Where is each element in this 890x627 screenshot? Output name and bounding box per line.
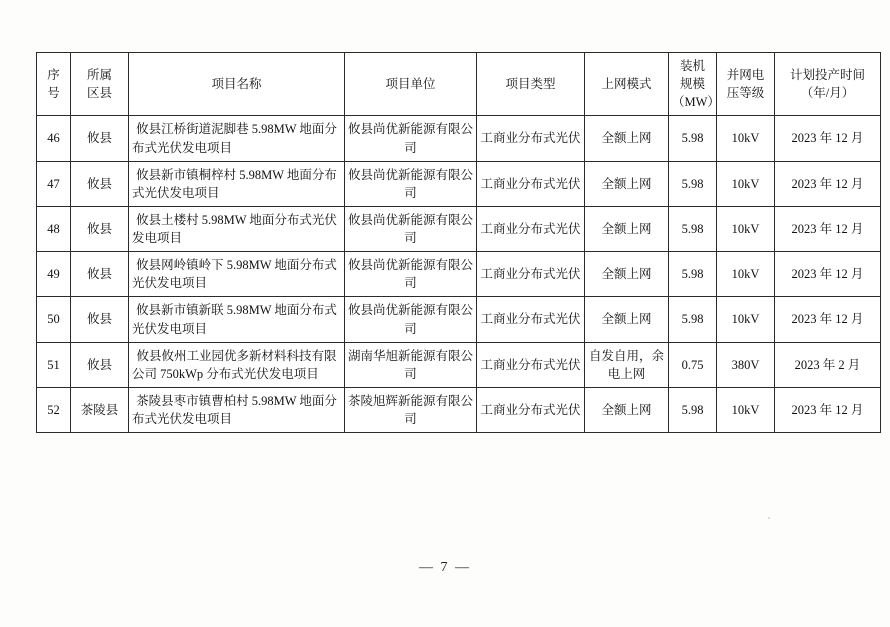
cell-seq: 46	[37, 116, 71, 161]
column-header-county	[71, 53, 129, 116]
cell-date: 2023 年 12 月	[775, 161, 881, 206]
paper-speck	[768, 517, 770, 519]
cell-seq: 49	[37, 252, 71, 297]
cell-project-unit: 攸县尚优新能源有限公司	[345, 297, 477, 342]
cell-project-type: 工商业分布式光伏	[477, 206, 585, 251]
project-table	[36, 52, 881, 433]
cell-grid-mode: 全额上网	[585, 387, 669, 432]
column-header-seq-line2: 号	[47, 86, 60, 101]
cell-project-name: 攸县网岭镇岭下 5.98MW 地面分布式光伏发电项目	[129, 252, 345, 297]
column-header-date-line2: （年/月）	[800, 86, 855, 101]
cell-county: 茶陵县	[71, 387, 129, 432]
cell-project-unit: 湖南华旭新能源有限公司	[345, 342, 477, 387]
cell-county: 攸县	[71, 206, 129, 251]
cell-capacity: 0.75	[669, 342, 717, 387]
column-header-capacity-line1: 装机	[679, 59, 705, 73]
table-row	[37, 342, 881, 387]
cell-date: 2023 年 12 月	[775, 387, 881, 432]
cell-project-name: 攸县新市镇桐梓村 5.98MW 地面分布式光伏发电项目	[129, 161, 345, 206]
column-header-grid-mode: 上网模式	[585, 53, 669, 116]
cell-date: 2023 年 12 月	[775, 297, 881, 342]
cell-project-name: 攸县新市镇新联 5.98MW 地面分布式光伏发电项目	[129, 297, 345, 342]
column-header-project-name: 项目名称	[129, 53, 345, 116]
cell-project-unit: 攸县尚优新能源有限公司	[345, 252, 477, 297]
column-header-capacity-line3: （MW）	[672, 95, 720, 110]
cell-voltage: 10kV	[717, 387, 775, 432]
cell-project-type: 工商业分布式光伏	[477, 297, 585, 342]
cell-project-unit: 攸县尚优新能源有限公司	[345, 206, 477, 251]
cell-county: 攸县	[71, 161, 129, 206]
column-header-county-line1: 所属	[86, 68, 112, 83]
cell-seq: 52	[37, 387, 71, 432]
cell-project-name: 攸县土楼村 5.98MW 地面分布式光伏发电项目	[129, 206, 345, 251]
cell-county: 攸县	[71, 252, 129, 297]
cell-county: 攸县	[71, 116, 129, 161]
cell-date: 2023 年 2 月	[775, 342, 881, 387]
cell-grid-mode: 自发自用，余电上网	[585, 342, 669, 387]
cell-project-type: 工商业分布式光伏	[477, 252, 585, 297]
cell-project-type: 工商业分布式光伏	[477, 387, 585, 432]
cell-capacity: 5.98	[669, 161, 717, 206]
table-row	[37, 387, 881, 432]
cell-county: 攸县	[71, 342, 129, 387]
cell-grid-mode: 全额上网	[585, 206, 669, 251]
cell-project-name: 攸县江桥街道泥脚巷 5.98MW 地面分布式光伏发电项目	[129, 116, 345, 161]
table-row	[37, 297, 881, 342]
cell-project-unit: 攸县尚优新能源有限公司	[345, 161, 477, 206]
cell-grid-mode: 全额上网	[585, 252, 669, 297]
cell-capacity: 5.98	[669, 206, 717, 251]
page-number: — 7 —	[419, 560, 471, 575]
column-header-voltage	[717, 53, 775, 116]
cell-project-type: 工商业分布式光伏	[477, 161, 585, 206]
cell-voltage: 10kV	[717, 206, 775, 251]
table-header	[37, 53, 881, 116]
cell-project-name: 茶陵县枣市镇曹柏村 5.98MW 地面分布式光伏发电项目	[129, 387, 345, 432]
column-header-project-type: 项目类型	[477, 53, 585, 116]
cell-date: 2023 年 12 月	[775, 116, 881, 161]
table-row	[37, 116, 881, 161]
cell-capacity: 5.98	[669, 387, 717, 432]
cell-project-name: 攸县攸州工业园优多新材料科技有限公司 750kWp 分布式光伏发电项目	[129, 342, 345, 387]
cell-voltage: 380V	[717, 342, 775, 387]
column-header-date	[775, 53, 881, 116]
cell-grid-mode: 全额上网	[585, 161, 669, 206]
cell-date: 2023 年 12 月	[775, 252, 881, 297]
cell-grid-mode: 全额上网	[585, 116, 669, 161]
cell-voltage: 10kV	[717, 252, 775, 297]
column-header-date-line1: 计划投产时间	[789, 68, 865, 83]
cell-project-type: 工商业分布式光伏	[477, 116, 585, 161]
column-header-voltage-line1: 并网电	[726, 68, 765, 83]
cell-voltage: 10kV	[717, 297, 775, 342]
cell-capacity: 5.98	[669, 252, 717, 297]
cell-seq: 50	[37, 297, 71, 342]
project-table-container	[36, 52, 865, 433]
column-header-capacity	[669, 53, 720, 116]
cell-project-type: 工商业分布式光伏	[477, 342, 585, 387]
cell-date: 2023 年 12 月	[775, 206, 881, 251]
column-header-seq	[37, 53, 71, 116]
table-row	[37, 206, 881, 251]
cell-project-unit: 茶陵旭辉新能源有限公司	[345, 387, 477, 432]
cell-seq: 51	[37, 342, 71, 387]
table-row	[37, 252, 881, 297]
column-header-capacity-line2: 规模	[679, 77, 705, 92]
table-header-row	[37, 53, 881, 116]
cell-project-unit: 攸县尚优新能源有限公司	[345, 116, 477, 161]
cell-capacity: 5.98	[669, 116, 717, 161]
cell-voltage: 10kV	[717, 116, 775, 161]
column-header-county-line2: 区县	[86, 86, 112, 101]
cell-grid-mode: 全额上网	[585, 297, 669, 342]
column-header-voltage-line2: 压等级	[726, 86, 765, 101]
table-body	[37, 116, 881, 433]
cell-seq: 48	[37, 206, 71, 251]
column-header-seq-line1: 序	[47, 68, 60, 83]
cell-capacity: 5.98	[669, 297, 717, 342]
column-header-project-unit: 项目单位	[345, 53, 477, 116]
cell-voltage: 10kV	[717, 161, 775, 206]
cell-seq: 47	[37, 161, 71, 206]
cell-county: 攸县	[71, 297, 129, 342]
table-row	[37, 161, 881, 206]
